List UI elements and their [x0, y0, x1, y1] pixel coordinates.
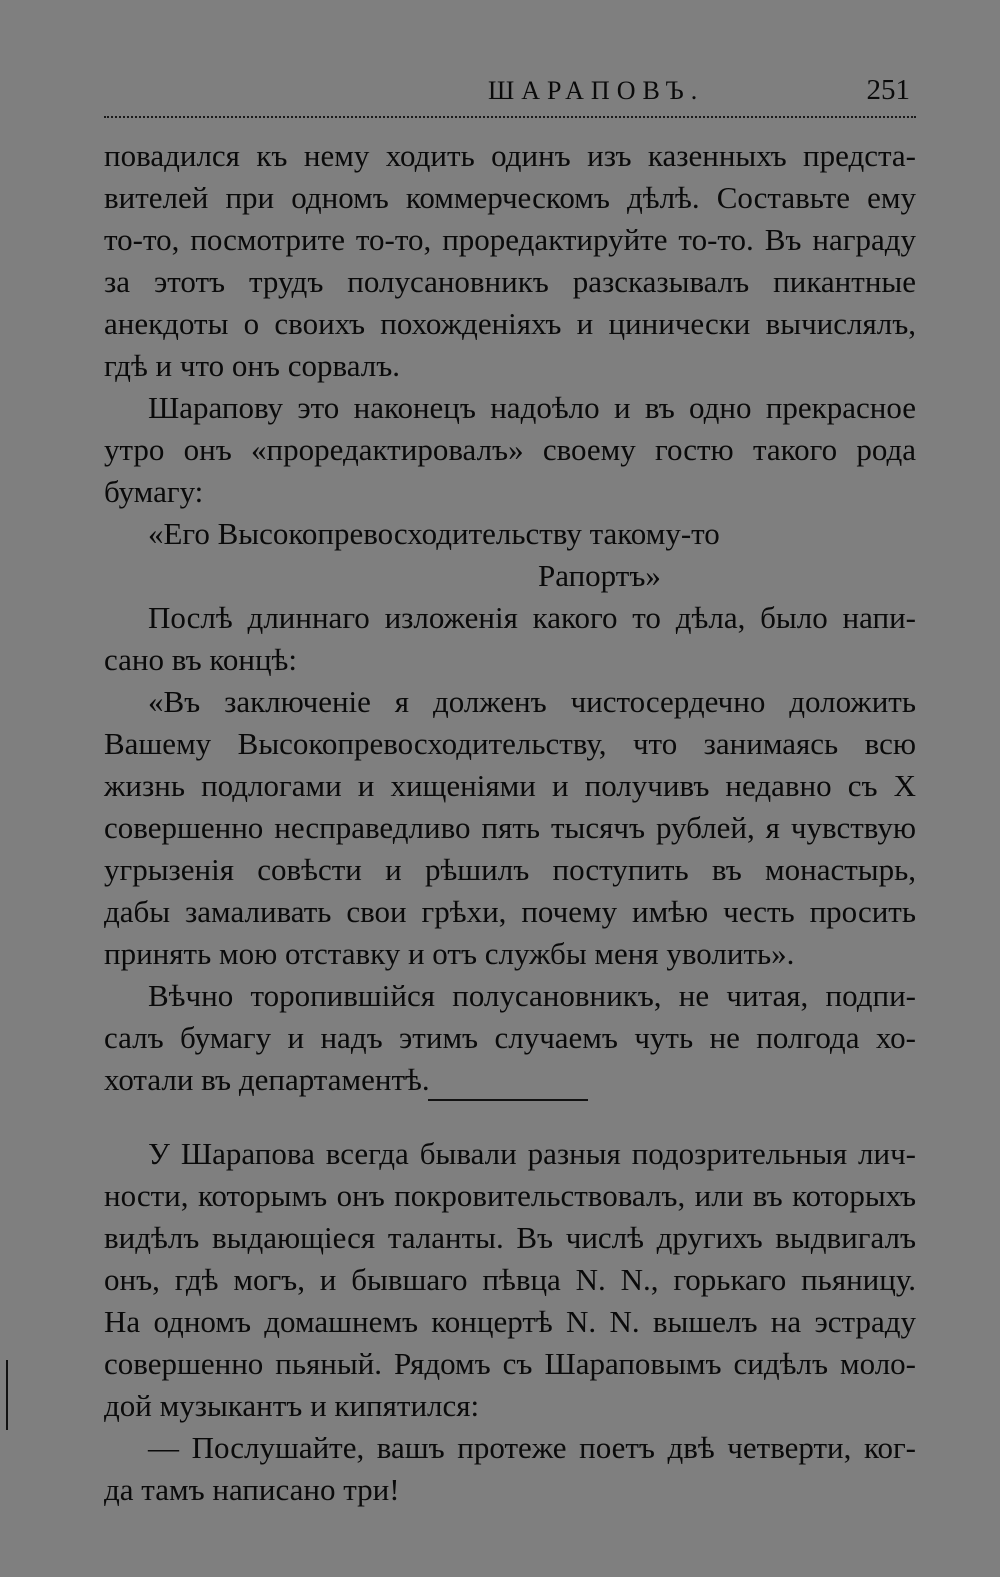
text-line: Шарапову это наконецъ надоѣло и въ одно прекрасное [148, 390, 916, 425]
quote-line: Рапортъ» [538, 558, 661, 593]
text-line: Послѣ длиннаго изложенія какого то дѣла, было напи- [148, 600, 916, 635]
running-title: ШАРАПОВЪ. [488, 76, 705, 105]
text-line: совершенно пьяный. Рядомъ съ Шараповымъ сидѣлъ моло- [104, 1346, 916, 1381]
text-line: Вѣчно торопившійся полусановникъ, не читая, подпи- [148, 978, 916, 1013]
margin-mark [6, 1360, 8, 1430]
text-line: — Послушайте, вашъ протеже поетъ двѣ четверти, ког- [148, 1430, 916, 1465]
page-header [104, 72, 916, 118]
text-line: сано въ концѣ: [104, 642, 297, 677]
text-line: повадился къ нему ходить одинъ изъ казенныхъ предста- [104, 138, 916, 173]
quote-line: Вашему Высокопревосходительству, что занимаясь всю [104, 726, 916, 761]
text-line: видѣлъ выдающіеся таланты. Въ числѣ другихъ выдвигалъ [104, 1220, 916, 1255]
text-line: утро онъ «проредактировалъ» своему гостю такого рода [104, 432, 916, 467]
text-line: салъ бумагу и надъ этимъ случаемъ чуть не полгода хо- [104, 1020, 916, 1055]
text-line: вителей при одномъ коммерческомъ дѣлѣ. Составьте ему [104, 180, 916, 215]
text-line: хотали въ департаментѣ. [104, 1062, 430, 1097]
quote-line: «Въ заключеніе я долженъ чистосердечно доложить [148, 684, 916, 719]
text-line: На одномъ домашнемъ концертѣ N. N. вышелъ на эстраду [104, 1304, 916, 1339]
text-line: да тамъ написано три! [104, 1472, 400, 1507]
text-line: то-то, посмотрите то-то, проредактируйте то-то. Въ награду [104, 222, 916, 257]
text-line: гдѣ и что онъ сорвалъ. [104, 348, 400, 383]
quote-line: совершенно несправедливо пять тысячъ рублей, я чувствую [104, 810, 916, 845]
page-number: 251 [866, 74, 910, 106]
text-line: бумагу: [104, 474, 204, 509]
quote-line: жизнь подлогами и хищеніями и получивъ недавно съ X [104, 768, 916, 803]
text-line: ности, которымъ онъ покровительствовалъ, или въ которыхъ [104, 1178, 916, 1213]
text-line: У Шарапова всегда бывали разныя подозрительныя лич- [148, 1136, 916, 1171]
quote-line: угрызенія совѣсти и рѣшилъ поступить въ монастырь, [104, 852, 916, 887]
quote-line: дабы замаливать свои грѣхи, почему имѣю честь просить [104, 894, 916, 929]
text-line: онъ, гдѣ могъ, и бывшаго пѣвца N. N., горькаго пьяницу. [104, 1262, 916, 1297]
quote-line: принять мою отставку и отъ службы меня уволить». [104, 936, 795, 971]
text-line: анекдоты о своихъ похожденіяхъ и цинически вычислялъ, [104, 306, 916, 341]
text-line: за этотъ трудъ полусановникъ разсказывалъ пикантные [104, 264, 916, 299]
text-line: дой музыкантъ и кипятился: [104, 1388, 480, 1423]
section-divider [428, 1099, 588, 1101]
quote-line: «Его Высокопревосходительству такому-то [148, 516, 720, 551]
